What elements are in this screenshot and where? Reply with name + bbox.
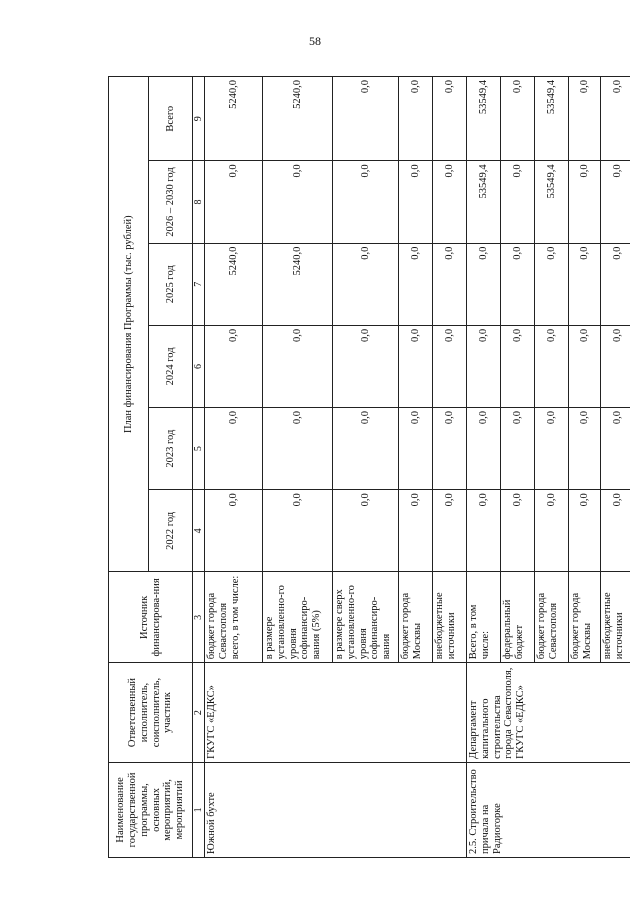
value-cell: 0,0 xyxy=(601,408,630,490)
value-cell: 0,0 xyxy=(399,161,433,243)
executor: Департамент капитального строительства города Севастополя, ГКУГС «ЕДКС» xyxy=(467,663,630,763)
value-cell: 5240,0 xyxy=(263,243,333,325)
index-row xyxy=(193,77,205,858)
value-cell: 0,0 xyxy=(501,77,535,161)
source-cell: внебюджетные источники xyxy=(433,572,467,663)
value-cell: 0,0 xyxy=(333,408,399,490)
table-row xyxy=(205,77,263,858)
source-cell: Всего, в том числе: xyxy=(467,572,501,663)
value-cell: 0,0 xyxy=(601,77,630,161)
executor: ГКУГС «ЕДКС» xyxy=(205,663,467,763)
value-cell: 0,0 xyxy=(333,161,399,243)
index-cell: 6 xyxy=(193,325,205,407)
value-cell: 5240,0 xyxy=(205,77,263,161)
value-cell: 0,0 xyxy=(535,243,569,325)
value-cell: 0,0 xyxy=(399,243,433,325)
header-year: 2024 год xyxy=(149,325,193,407)
value-cell: 0,0 xyxy=(263,161,333,243)
value-cell: 5240,0 xyxy=(263,77,333,161)
index-cell: 2 xyxy=(193,663,205,763)
value-cell: 53549,4 xyxy=(467,77,501,161)
value-cell: 0,0 xyxy=(601,161,630,243)
value-cell: 0,0 xyxy=(535,325,569,407)
value-cell: 0,0 xyxy=(399,408,433,490)
index-cell: 9 xyxy=(193,77,205,161)
header-year: 2023 год xyxy=(149,408,193,490)
value-cell: 0,0 xyxy=(569,77,601,161)
header-source: Источник финансирова-ния xyxy=(109,572,193,663)
value-cell: 0,0 xyxy=(433,325,467,407)
value-cell: 0,0 xyxy=(263,408,333,490)
value-cell: 0,0 xyxy=(433,161,467,243)
value-cell: 0,0 xyxy=(601,243,630,325)
value-cell: 0,0 xyxy=(433,490,467,572)
value-cell: 0,0 xyxy=(535,408,569,490)
value-cell: 0,0 xyxy=(569,325,601,407)
value-cell: 0,0 xyxy=(333,243,399,325)
value-cell: 0,0 xyxy=(433,243,467,325)
value-cell: 0,0 xyxy=(467,325,501,407)
value-cell: 0,0 xyxy=(501,490,535,572)
index-cell: 8 xyxy=(193,161,205,243)
value-cell: 0,0 xyxy=(205,325,263,407)
value-cell: 0,0 xyxy=(467,243,501,325)
source-cell: бюджет города Москвы xyxy=(399,572,433,663)
value-cell: 0,0 xyxy=(205,490,263,572)
header-plan: План финансирования Программы (тыс. рублей) xyxy=(109,77,149,572)
value-cell: 0,0 xyxy=(333,490,399,572)
value-cell: 0,0 xyxy=(399,325,433,407)
value-cell: 0,0 xyxy=(399,77,433,161)
table-row xyxy=(467,77,501,858)
activity-name: Южной бухте xyxy=(205,762,467,857)
value-cell: 0,0 xyxy=(569,490,601,572)
value-cell: 53549,4 xyxy=(535,161,569,243)
source-cell: федеральный бюджет xyxy=(501,572,535,663)
header-year: 2026 – 2030 год xyxy=(149,161,193,243)
value-cell: 0,0 xyxy=(205,408,263,490)
source-cell: бюджет города Москвы xyxy=(569,572,601,663)
value-cell: 0,0 xyxy=(601,325,630,407)
index-cell: 4 xyxy=(193,490,205,572)
value-cell: 0,0 xyxy=(501,408,535,490)
index-cell: 7 xyxy=(193,243,205,325)
source-cell: бюджет города Севастополя всего, в том числе: xyxy=(205,572,263,663)
value-cell: 0,0 xyxy=(467,408,501,490)
source-cell: в размере установленно-го уровня софинансиро-вания (5%) xyxy=(263,572,333,663)
value-cell: 53549,4 xyxy=(467,161,501,243)
rotated-table-container xyxy=(108,76,625,858)
header-executor: Ответственный исполнитель, соисполнитель, участник xyxy=(109,663,193,763)
value-cell: 0,0 xyxy=(399,490,433,572)
value-cell: 0,0 xyxy=(263,490,333,572)
value-cell: 0,0 xyxy=(205,161,263,243)
value-cell: 0,0 xyxy=(601,490,630,572)
index-cell: 3 xyxy=(193,572,205,663)
activity-name: 2.5. Строительство причала на Радиогорке xyxy=(467,762,630,857)
value-cell: 0,0 xyxy=(263,325,333,407)
page-number: 58 xyxy=(309,34,321,48)
header-total: Всего xyxy=(149,77,193,161)
value-cell: 0,0 xyxy=(569,243,601,325)
financing-table xyxy=(108,76,630,858)
value-cell: 0,0 xyxy=(333,77,399,161)
source-cell: внебюджетные источники xyxy=(601,572,630,663)
value-cell: 0,0 xyxy=(569,408,601,490)
value-cell: 0,0 xyxy=(333,325,399,407)
header-year: 2025 год xyxy=(149,243,193,325)
source-cell: в размере сверх установленно-го уровня софинансиро-вания xyxy=(333,572,399,663)
header-year: 2022 год xyxy=(149,490,193,572)
value-cell: 0,0 xyxy=(467,490,501,572)
value-cell: 0,0 xyxy=(535,490,569,572)
value-cell: 0,0 xyxy=(433,408,467,490)
value-cell: 5240,0 xyxy=(205,243,263,325)
source-cell: бюджет города Севастополя xyxy=(535,572,569,663)
value-cell: 0,0 xyxy=(501,161,535,243)
value-cell: 0,0 xyxy=(433,77,467,161)
value-cell: 0,0 xyxy=(501,325,535,407)
index-cell: 1 xyxy=(193,762,205,857)
value-cell: 0,0 xyxy=(501,243,535,325)
header-name: Наименование государственной программы, основных мероприятий, мероприятий xyxy=(109,762,193,857)
value-cell: 53549,4 xyxy=(535,77,569,161)
index-cell: 5 xyxy=(193,408,205,490)
value-cell: 0,0 xyxy=(569,161,601,243)
